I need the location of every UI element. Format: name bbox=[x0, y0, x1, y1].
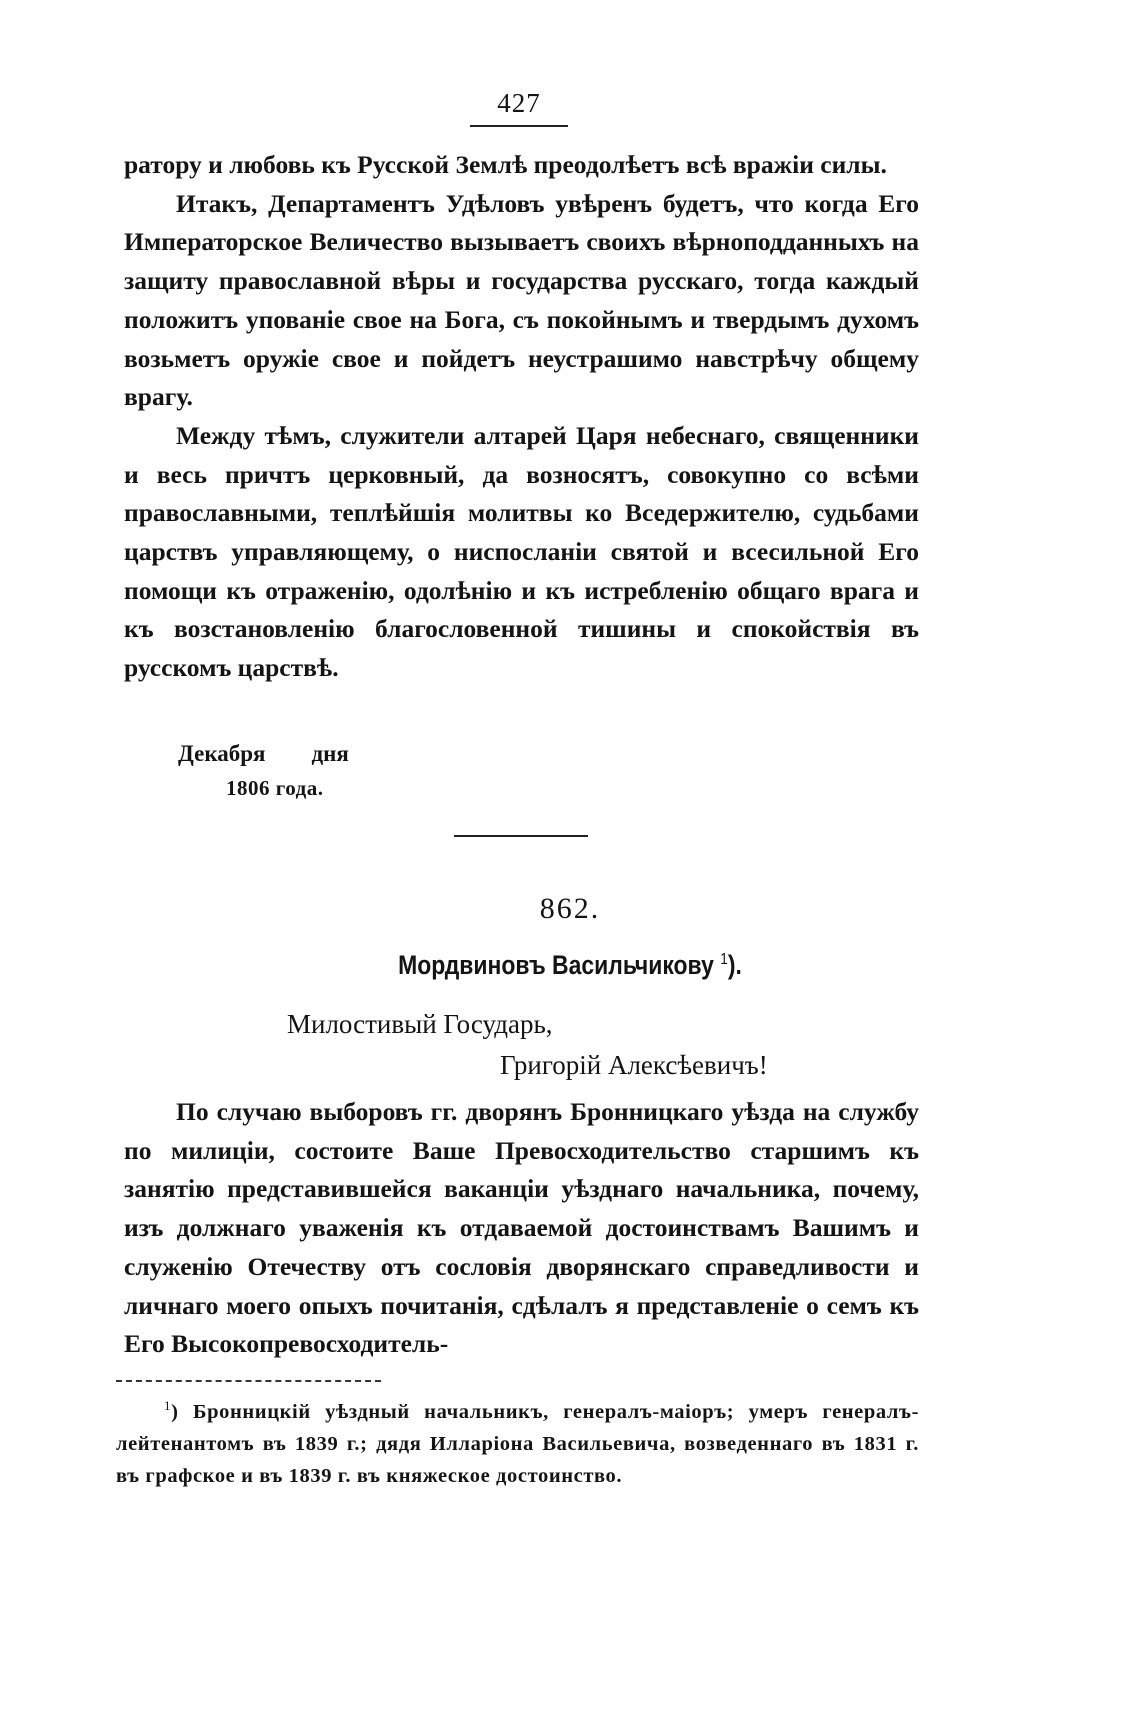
date-month: Декабря bbox=[178, 741, 266, 766]
letter-continuation bbox=[124, 146, 919, 688]
page-number-underline bbox=[470, 125, 568, 127]
date-day-word: дня bbox=[311, 741, 349, 766]
heading-text: Мордвиновъ Васильчикову bbox=[398, 950, 714, 980]
salutation-line-1: Милостивый Государь, bbox=[287, 1009, 553, 1039]
footnote-paragraph bbox=[116, 1390, 919, 1492]
footnote-text: Бронницкій уѣздный начальникъ, генералъ-маіоръ; умеръ генералъ-лейтенантомъ въ 1839 г.; дядя Илларіона Васильевича, возведеннаго въ 1831 г. въ графское и въ 1839 г. въ княжеское достоинство. bbox=[116, 1400, 919, 1487]
paragraph-mezhdu-tem: Между тѣмъ, служители алтарей Царя небеснаго, священники и весь причтъ церковный, да возносятъ, совокупно со всѣми православными, теплѣйшія молитвы ко Вседержителю, судьбами царствъ управляющему, о ниспосланіи святой и всесильной Его помощи къ отраженію, одолѣнію и къ истребленію общаго врага и къ возстановленію благословенной тишины и спокойствія въ русскомъ царствѣ. bbox=[124, 420, 919, 683]
date-line-month bbox=[178, 741, 349, 767]
paragraph-continued: ратору и любовь къ Русской Землѣ преодолѣетъ всѣ вражіи силы. bbox=[124, 150, 887, 179]
paragraph-itak: Итакъ, Департаментъ Удѣловъ увѣренъ будетъ, что когда Его Императорское Величество вызываетъ своихъ вѣрноподданныхъ на защиту православной вѣры и государства русскаго, тогда каждый положитъ упованіе свое на Бога, съ покойнымъ и твердымъ духомъ возьметъ оружіе свое и пойдетъ неустрашимо навстрѣчу общему врагу. bbox=[124, 188, 919, 412]
date-year: 1806 года. bbox=[226, 776, 324, 800]
footnote bbox=[116, 1390, 919, 1492]
document-heading bbox=[86, 950, 1055, 981]
letter-body bbox=[124, 1093, 919, 1364]
salutation-line-2: Григорій Алексѣевичъ! bbox=[500, 1050, 768, 1080]
paragraph-po-sluchayu: По случаю выборовъ гг. дворянъ Бронницкаго уѣзда на службу по милиціи, состоите Ваше Превосходительство старшимъ къ занятію представившейся ваканціи уѣзднаго начальника, почему, изъ должнаго уваженія къ отдаваемой достоинствамъ Вашимъ и служенію Отечеству отъ сословія дворянскаго справедливости и личнаго моего опыхъ почитанія, сдѣлалъ я представленіе о семъ къ Его Высокопревосходитель- bbox=[124, 1097, 919, 1359]
document-number: 862. bbox=[539, 892, 601, 925]
page-number: 427 bbox=[497, 88, 541, 118]
heading-end: ). bbox=[727, 950, 742, 980]
heading-footnote-ref: 1 bbox=[720, 951, 728, 968]
footnote-marker-close: ) bbox=[171, 1400, 179, 1423]
section-divider bbox=[454, 835, 588, 837]
footnote-separator bbox=[116, 1380, 381, 1382]
footnote-marker: 1 bbox=[164, 1398, 172, 1413]
